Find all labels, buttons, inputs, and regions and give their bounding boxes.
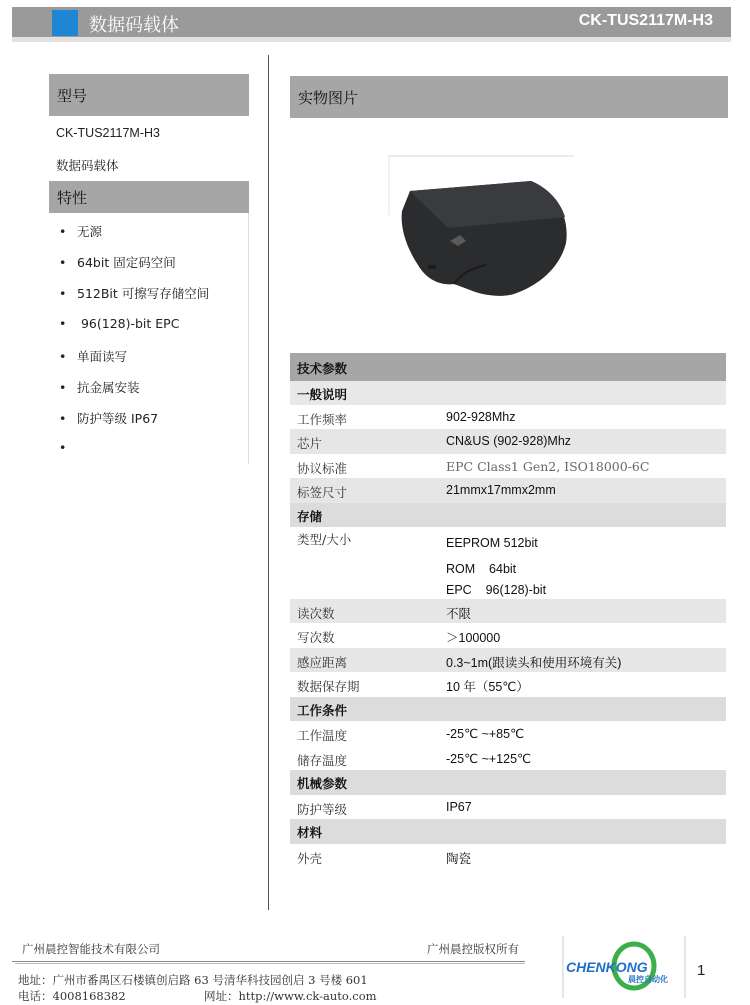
logo-subtitle: 晨控自动化	[628, 975, 668, 984]
feature-item: • 64bit 固定码空间	[59, 255, 176, 270]
feature-item: • 96(128)-bit EPC	[59, 316, 180, 331]
spec-group-mechanical: 机械参数	[290, 770, 726, 795]
table-row: 外壳 陶瓷	[297, 851, 472, 866]
photo-section-header: 实物图片	[290, 76, 728, 118]
model-number-header: CK-TUS2117M-H3	[578, 12, 713, 29]
footer-divider	[12, 961, 525, 962]
footer-website: 网址：http://www.ck-auto.com	[204, 989, 377, 1003]
feature-item: • 抗金属安装	[59, 380, 140, 395]
footer-phone: 电话：4008168382	[18, 989, 126, 1003]
chenkong-logo	[562, 936, 686, 998]
page-number: 1	[697, 962, 706, 979]
table-row: 防护等级 IP67	[297, 800, 472, 817]
footer-address: 地址：广州市番禺区石楼镇创启路 63 号清华科技园创启 3 号楼 601	[18, 973, 368, 987]
logo-wordmark: CHENKONG	[566, 959, 648, 975]
footer-company: 广州晨控智能技术有限公司	[22, 942, 160, 956]
feature-item: • 防护等级 IP67	[59, 411, 159, 426]
table-row: 读次数 不限	[290, 599, 726, 623]
column-divider	[268, 55, 269, 910]
model-description: 数据码载体	[56, 158, 119, 173]
feature-item: • 单面读写	[59, 349, 128, 364]
spec-table	[290, 353, 726, 868]
table-row: 芯片 CN&US (902-928)Mhz	[290, 429, 726, 454]
table-row: 标签尺寸 21mmx17mmx2mm	[290, 478, 726, 503]
header-accent-square	[52, 10, 78, 36]
model-value: CK-TUS2117M-H3	[56, 126, 160, 140]
table-row: 储存温度 -25℃ ~+125℃	[297, 752, 532, 768]
spec-title-row: 技术参数	[290, 353, 726, 381]
features-section-header: 特性	[49, 181, 249, 213]
table-row: 工作温度 -25℃ ~+85℃	[297, 727, 525, 743]
footer-divider-thin	[15, 963, 525, 964]
features-border	[248, 213, 249, 464]
header-bar	[12, 7, 731, 37]
table-row: 类型/大小 EEPROM 512bit ROM 64bit EPC 96(128)-bit	[297, 532, 547, 597]
table-row: 写次数 ＞100000	[297, 630, 501, 645]
header-divider	[12, 37, 731, 42]
table-row: 感应距离 0.3~1m(跟读头和使用环境有关)	[290, 648, 726, 672]
table-row: 数据保存期 10 年（55℃）	[297, 679, 529, 694]
spec-group-conditions: 工作条件	[290, 697, 726, 721]
product-photo	[388, 155, 574, 305]
footer-copyright: 广州晨控版权所有	[427, 942, 519, 956]
spec-group-material: 材料	[290, 819, 726, 844]
spec-group-general: 一般说明	[290, 381, 726, 405]
table-row: 工作频率 902-928Mhz	[297, 410, 516, 427]
model-section-header: 型号	[49, 74, 249, 116]
table-row: 协议标准 EPC Class1 Gen2, ISO18000-6C	[297, 459, 650, 476]
spec-group-storage: 存储	[290, 503, 726, 527]
feature-item: • 512Bit 可擦写存储空间	[59, 286, 210, 301]
feature-item: •	[59, 440, 67, 455]
document-title: 数据码载体	[89, 15, 179, 36]
feature-item: • 无源	[59, 224, 103, 239]
